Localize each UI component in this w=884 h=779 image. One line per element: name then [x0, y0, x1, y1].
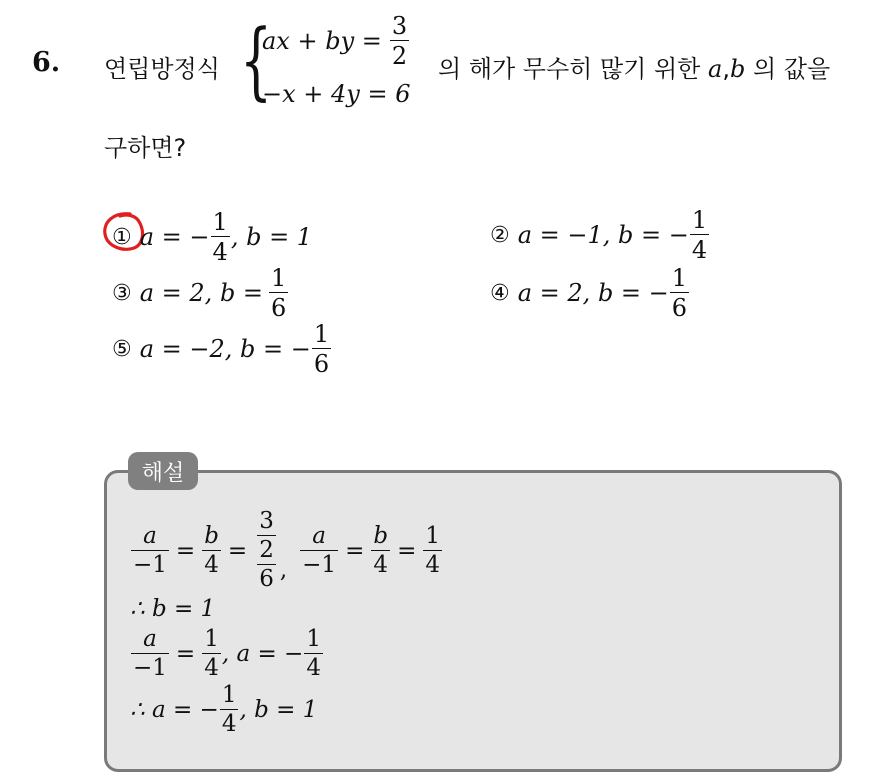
question-text-after	[438, 49, 830, 84]
fraction-denominator: −1	[133, 655, 167, 681]
equation-1-fraction	[390, 14, 409, 68]
fraction-denominator: 4	[221, 711, 237, 737]
choice-3-text: a = 2, b =	[139, 279, 264, 307]
choice-2[interactable]	[490, 208, 710, 262]
inner-fraction	[257, 510, 276, 562]
sol-frac-a-1	[131, 522, 169, 578]
sol4-frac	[220, 684, 239, 736]
choice-1-fraction	[211, 210, 230, 264]
fraction-denominator: 4	[204, 551, 219, 578]
system-brace: {	[240, 11, 273, 109]
choice-3-label: ③	[112, 280, 132, 306]
fraction-numerator: 3	[259, 508, 274, 534]
choice-5[interactable]	[112, 322, 332, 376]
choice-4-text: a = 2, b = −	[517, 279, 669, 307]
question-number: 6.	[32, 47, 61, 78]
solution-line-1	[130, 510, 443, 591]
sol-frac-a-2	[300, 522, 338, 578]
fraction-denominator: 6	[259, 566, 274, 592]
equation-1	[262, 14, 410, 68]
choice-5-fraction	[312, 322, 331, 376]
fraction-denominator: 4	[425, 551, 440, 578]
choice-1[interactable]	[112, 210, 312, 264]
fraction-numerator: 1	[221, 682, 237, 708]
fraction-denominator: 4	[212, 238, 228, 266]
fraction-numerator: 1	[306, 626, 321, 652]
equals-sign: =	[175, 537, 196, 564]
sol3-frac-1-4-b	[304, 628, 323, 680]
choice-1-label: ①	[112, 224, 132, 250]
sol-frac-b-4-2	[371, 522, 390, 578]
equals-sign: =	[227, 537, 248, 564]
choice-1-a-text: a = −	[139, 223, 210, 251]
choice-2-label: ②	[490, 222, 510, 248]
question-text-end: 의 값을	[752, 55, 831, 83]
choice-3-fraction	[269, 266, 288, 320]
fraction-numerator: 1	[313, 320, 330, 348]
fraction-denominator: 6	[671, 294, 688, 322]
sol4-pre-text: ∴ a = −	[130, 697, 219, 723]
equation-1-lhs: ax + by =	[262, 27, 382, 55]
choice-5-text: a = −2, b = −	[139, 335, 311, 363]
fraction-denominator: 4	[204, 655, 219, 681]
equals-sign: =	[345, 537, 365, 564]
fraction-numerator: a	[143, 522, 157, 549]
question-text-line2: 구하면?	[104, 134, 187, 162]
choice-2-text: a = −1, b = −	[517, 221, 689, 249]
equation-2: −x + 4y = 6	[262, 80, 411, 108]
fraction-denominator: 4	[373, 551, 389, 578]
fraction-numerator: b	[204, 522, 219, 549]
choice-1-b-text: , b = 1	[230, 223, 313, 251]
choice-3[interactable]	[112, 266, 289, 320]
equals-sign: =	[175, 641, 196, 667]
question-text-condition: 의 해가 무수히 많기 위한	[438, 55, 701, 83]
var-a: a	[708, 55, 723, 83]
choice-4-fraction	[670, 266, 689, 320]
var-comma: ,	[722, 55, 730, 83]
equals-sign: =	[397, 537, 417, 564]
separator: ,	[279, 557, 288, 583]
fraction-denominator: 4	[691, 236, 708, 264]
fraction-numerator: 1	[671, 264, 688, 292]
sol-complex-fraction	[254, 510, 279, 591]
sol3-frac-a	[131, 628, 169, 680]
complex-fraction-numerator	[254, 510, 279, 564]
fraction-denominator: 6	[313, 350, 330, 378]
fraction-denominator: −1	[133, 551, 167, 578]
fraction-numerator: 1	[425, 522, 440, 549]
fraction-numerator: 1	[204, 626, 219, 652]
choice-2-fraction	[690, 208, 709, 262]
fraction-numerator: a	[312, 522, 326, 549]
solution-line-3	[130, 628, 324, 680]
sol3-frac-1-4	[202, 628, 221, 680]
solution-tab: 해설	[128, 452, 198, 490]
fraction-denominator: 2	[259, 537, 274, 563]
solution-line-2: ∴ b = 1	[130, 596, 216, 622]
fraction-numerator: 1	[271, 264, 287, 292]
solution-line-4	[130, 684, 317, 736]
fraction-numerator: 1	[212, 208, 228, 236]
choice-4[interactable]	[490, 266, 690, 320]
fraction-denominator: 4	[306, 655, 321, 681]
choice-4-label: ④	[490, 280, 510, 306]
sol4-post-text: , b = 1	[239, 697, 318, 723]
fraction-numerator: 1	[691, 206, 708, 234]
sol-frac-b-4	[202, 522, 221, 578]
fraction-denominator: 2	[391, 42, 408, 70]
fraction-numerator: a	[143, 626, 157, 652]
question-text-before: 연립방정식	[104, 55, 220, 83]
fraction-denominator: −1	[302, 551, 337, 578]
fraction-denominator: 6	[271, 294, 287, 322]
var-b: b	[729, 55, 746, 83]
choice-5-label: ⑤	[112, 336, 132, 362]
sol3-mid-text: , a = −	[221, 641, 304, 667]
sol-frac-1-4	[423, 522, 442, 578]
fraction-numerator: 3	[391, 12, 408, 40]
fraction-numerator: b	[373, 522, 389, 549]
